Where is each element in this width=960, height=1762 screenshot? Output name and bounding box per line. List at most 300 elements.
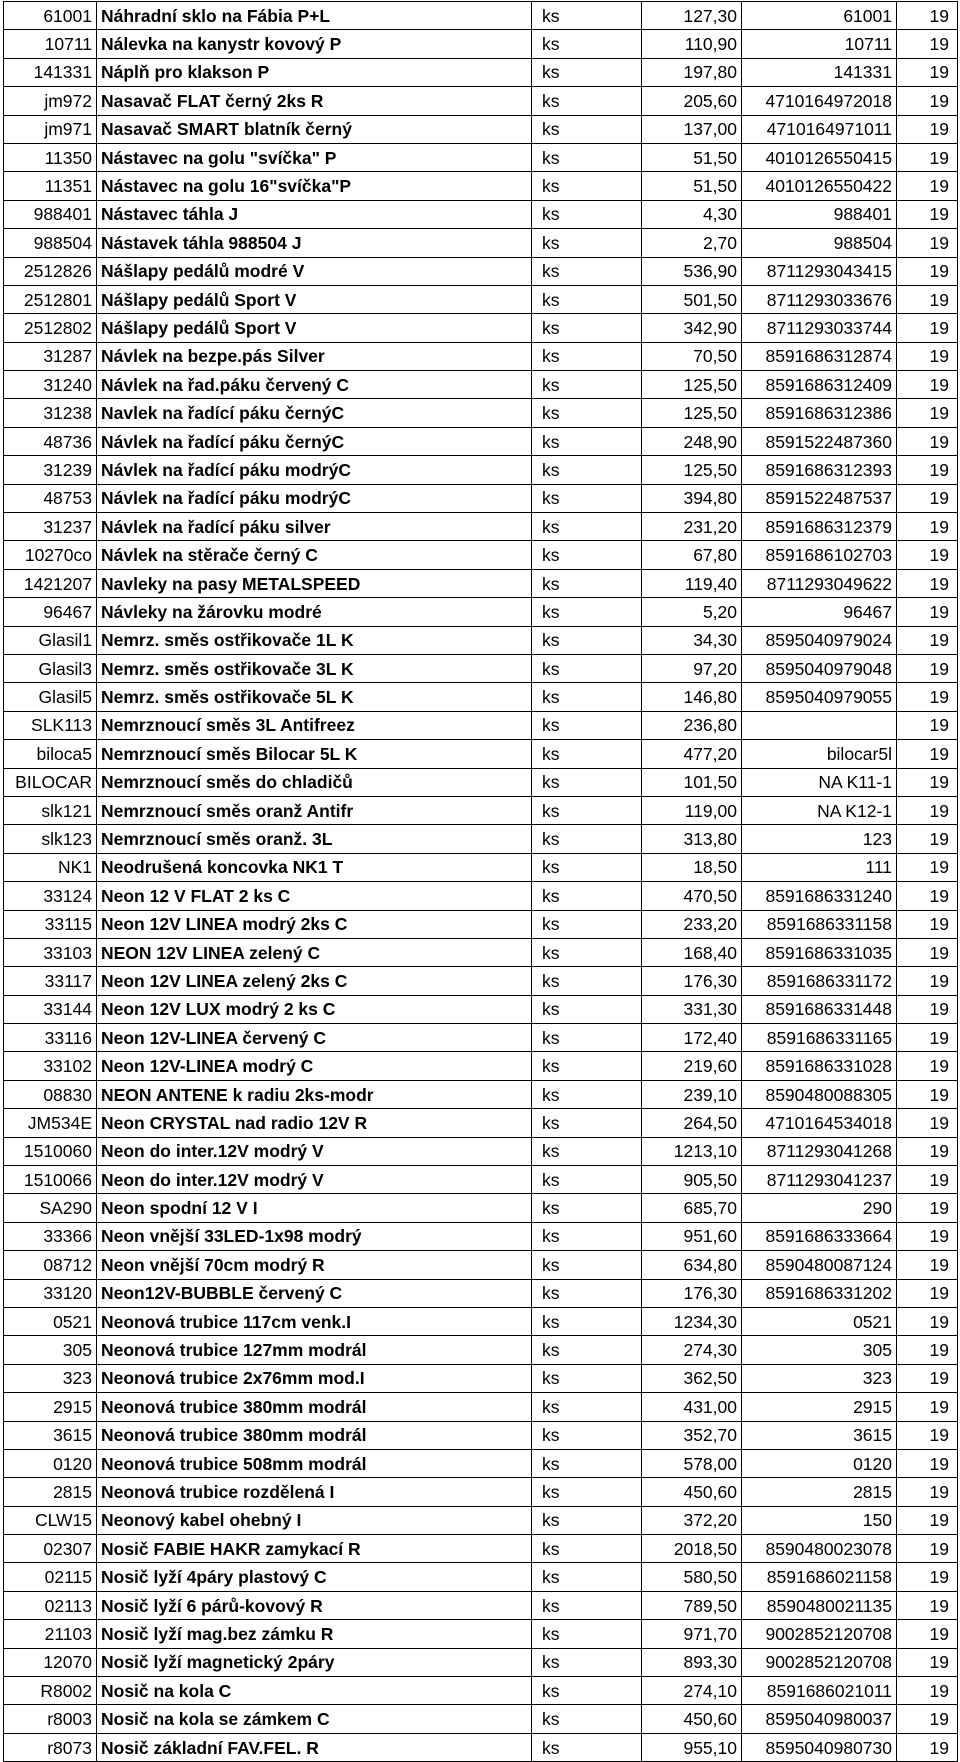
- price-cell: 578,00: [642, 1449, 742, 1477]
- ean-cell: 8711293043415: [742, 257, 897, 285]
- product-code-cell: slk123: [4, 825, 97, 853]
- price-list-table: [3, 1, 958, 1762]
- table-row: [4, 654, 958, 682]
- unit-cell: ks: [532, 314, 642, 342]
- table-row: [4, 853, 958, 881]
- unit-cell: ks: [532, 172, 642, 200]
- price-cell: 501,50: [642, 285, 742, 313]
- vat-rate-cell: 19: [897, 1194, 958, 1222]
- ean-cell: 8591686312409: [742, 371, 897, 399]
- vat-rate-cell: 19: [897, 1364, 958, 1392]
- ean-cell: 8711293033676: [742, 285, 897, 313]
- product-code-cell: 0120: [4, 1449, 97, 1477]
- ean-cell: 8595040979055: [742, 683, 897, 711]
- price-cell: 2,70: [642, 229, 742, 257]
- product-code-cell: 0521: [4, 1307, 97, 1335]
- product-code-cell: 10711: [4, 30, 97, 58]
- table-row: [4, 995, 958, 1023]
- table-row: [4, 1449, 958, 1477]
- product-code-cell: R8002: [4, 1677, 97, 1705]
- table-row: [4, 87, 958, 115]
- table-row: [4, 1733, 958, 1761]
- ean-cell: 8591686312393: [742, 456, 897, 484]
- product-name-cell: Nástavec táhla J: [97, 200, 532, 228]
- product-name-cell: Neon spodní 12 V I: [97, 1194, 532, 1222]
- vat-rate-cell: 19: [897, 87, 958, 115]
- product-name-cell: Neon 12V LINEA zelený 2ks C: [97, 967, 532, 995]
- price-cell: 5,20: [642, 598, 742, 626]
- product-name-cell: Nosič základní FAV.FEL. R: [97, 1733, 532, 1761]
- unit-cell: ks: [532, 456, 642, 484]
- product-code-cell: SLK113: [4, 711, 97, 739]
- product-code-cell: 31238: [4, 399, 97, 427]
- vat-rate-cell: 19: [897, 513, 958, 541]
- product-code-cell: 61001: [4, 2, 97, 30]
- table-row: [4, 1336, 958, 1364]
- price-cell: 951,60: [642, 1222, 742, 1250]
- price-cell: 450,60: [642, 1705, 742, 1733]
- table-row: [4, 1591, 958, 1619]
- ean-cell: 8591686331172: [742, 967, 897, 995]
- ean-cell: 4010126550415: [742, 143, 897, 171]
- vat-rate-cell: 19: [897, 1705, 958, 1733]
- price-cell: 274,30: [642, 1336, 742, 1364]
- price-cell: 51,50: [642, 172, 742, 200]
- price-cell: 971,70: [642, 1620, 742, 1648]
- unit-cell: ks: [532, 1535, 642, 1563]
- unit-cell: ks: [532, 484, 642, 512]
- table-row: [4, 882, 958, 910]
- price-cell: 67,80: [642, 541, 742, 569]
- vat-rate-cell: 19: [897, 1109, 958, 1137]
- vat-rate-cell: 19: [897, 882, 958, 910]
- unit-cell: ks: [532, 541, 642, 569]
- ean-cell: 8591686021011: [742, 1677, 897, 1705]
- product-code-cell: 141331: [4, 58, 97, 86]
- vat-rate-cell: 19: [897, 229, 958, 257]
- product-name-cell: Neonová trubice rozdělená I: [97, 1478, 532, 1506]
- table-row: [4, 1279, 958, 1307]
- ean-cell: 8591522487360: [742, 427, 897, 455]
- table-row: [4, 1421, 958, 1449]
- ean-cell: 4010126550422: [742, 172, 897, 200]
- ean-cell: 0120: [742, 1449, 897, 1477]
- vat-rate-cell: 19: [897, 1733, 958, 1761]
- vat-rate-cell: 19: [897, 427, 958, 455]
- product-name-cell: Nástavek táhla 988504 J: [97, 229, 532, 257]
- product-code-cell: JM534E: [4, 1109, 97, 1137]
- ean-cell: 8711293041237: [742, 1166, 897, 1194]
- table-row: [4, 1222, 958, 1250]
- product-name-cell: Návlek na řadící páku modrýC: [97, 484, 532, 512]
- product-name-cell: Navlek na řadící páku černýC: [97, 399, 532, 427]
- product-code-cell: 33103: [4, 938, 97, 966]
- vat-rate-cell: 19: [897, 740, 958, 768]
- price-cell: 685,70: [642, 1194, 742, 1222]
- ean-cell: 290: [742, 1194, 897, 1222]
- vat-rate-cell: 19: [897, 484, 958, 512]
- product-code-cell: NK1: [4, 853, 97, 881]
- price-cell: 34,30: [642, 626, 742, 654]
- product-code-cell: 02307: [4, 1535, 97, 1563]
- vat-rate-cell: 19: [897, 143, 958, 171]
- unit-cell: ks: [532, 200, 642, 228]
- unit-cell: ks: [532, 654, 642, 682]
- vat-rate-cell: 19: [897, 285, 958, 313]
- table-row: [4, 541, 958, 569]
- table-row: [4, 2, 958, 30]
- ean-cell: 988401: [742, 200, 897, 228]
- vat-rate-cell: 19: [897, 342, 958, 370]
- vat-rate-cell: 19: [897, 683, 958, 711]
- table-row: [4, 825, 958, 853]
- price-cell: 580,50: [642, 1563, 742, 1591]
- price-cell: 905,50: [642, 1166, 742, 1194]
- table-row: [4, 399, 958, 427]
- table-row: [4, 58, 958, 86]
- product-name-cell: Nástavec na golu "svíčka" P: [97, 143, 532, 171]
- vat-rate-cell: 19: [897, 399, 958, 427]
- product-name-cell: Navleky na pasy METALSPEED: [97, 569, 532, 597]
- ean-cell: 988504: [742, 229, 897, 257]
- ean-cell: 8591686331202: [742, 1279, 897, 1307]
- ean-cell: 8711293049622: [742, 569, 897, 597]
- vat-rate-cell: 19: [897, 30, 958, 58]
- unit-cell: ks: [532, 740, 642, 768]
- table-row: [4, 285, 958, 313]
- product-name-cell: Nosič lyží 4páry plastový C: [97, 1563, 532, 1591]
- ean-cell: 8591686331448: [742, 995, 897, 1023]
- price-cell: 110,90: [642, 30, 742, 58]
- unit-cell: ks: [532, 143, 642, 171]
- unit-cell: ks: [532, 1393, 642, 1421]
- product-code-cell: 33117: [4, 967, 97, 995]
- table-row: [4, 1677, 958, 1705]
- vat-rate-cell: 19: [897, 598, 958, 626]
- unit-cell: ks: [532, 1024, 642, 1052]
- table-row: [4, 1364, 958, 1392]
- ean-cell: 8590480088305: [742, 1080, 897, 1108]
- product-name-cell: Nášlapy pedálů Sport V: [97, 285, 532, 313]
- price-cell: 239,10: [642, 1080, 742, 1108]
- ean-cell: 8595040979024: [742, 626, 897, 654]
- product-code-cell: CLW15: [4, 1506, 97, 1534]
- product-code-cell: Glasil1: [4, 626, 97, 654]
- product-name-cell: Nástavec na golu 16"svíčka"P: [97, 172, 532, 200]
- unit-cell: ks: [532, 2, 642, 30]
- ean-cell: 8591686312874: [742, 342, 897, 370]
- table-row: [4, 371, 958, 399]
- product-code-cell: r8073: [4, 1733, 97, 1761]
- product-name-cell: Nemrznoucí směs do chladičů: [97, 768, 532, 796]
- product-name-cell: NEON 12V LINEA zelený C: [97, 938, 532, 966]
- product-code-cell: 323: [4, 1364, 97, 1392]
- ean-cell: 141331: [742, 58, 897, 86]
- product-name-cell: Nosič lyží mag.bez zámku R: [97, 1620, 532, 1648]
- unit-cell: ks: [532, 1591, 642, 1619]
- ean-cell: 9002852120708: [742, 1648, 897, 1676]
- unit-cell: ks: [532, 1478, 642, 1506]
- product-name-cell: Neon do inter.12V modrý V: [97, 1137, 532, 1165]
- product-code-cell: 96467: [4, 598, 97, 626]
- vat-rate-cell: 19: [897, 1080, 958, 1108]
- vat-rate-cell: 19: [897, 1421, 958, 1449]
- price-cell: 97,20: [642, 654, 742, 682]
- vat-rate-cell: 19: [897, 654, 958, 682]
- table-row: [4, 569, 958, 597]
- product-code-cell: 1421207: [4, 569, 97, 597]
- vat-rate-cell: 19: [897, 1222, 958, 1250]
- product-name-cell: Neon 12V LUX modrý 2 ks C: [97, 995, 532, 1023]
- table-row: [4, 30, 958, 58]
- product-code-cell: 33124: [4, 882, 97, 910]
- product-code-cell: r8003: [4, 1705, 97, 1733]
- product-name-cell: Neon 12V-LINEA modrý C: [97, 1052, 532, 1080]
- product-code-cell: 31239: [4, 456, 97, 484]
- table-row: [4, 1478, 958, 1506]
- product-name-cell: Návleky na žárovku modré: [97, 598, 532, 626]
- vat-rate-cell: 19: [897, 200, 958, 228]
- vat-rate-cell: 19: [897, 1449, 958, 1477]
- price-cell: 362,50: [642, 1364, 742, 1392]
- unit-cell: ks: [532, 1336, 642, 1364]
- unit-cell: ks: [532, 115, 642, 143]
- ean-cell: 8591686331240: [742, 882, 897, 910]
- product-name-cell: Nosič FABIE HAKR zamykací R: [97, 1535, 532, 1563]
- product-code-cell: slk121: [4, 796, 97, 824]
- product-name-cell: Neon vnější 70cm modrý R: [97, 1251, 532, 1279]
- price-cell: 219,60: [642, 1052, 742, 1080]
- vat-rate-cell: 19: [897, 1648, 958, 1676]
- table-row: [4, 1080, 958, 1108]
- table-row: [4, 1024, 958, 1052]
- vat-rate-cell: 19: [897, 1166, 958, 1194]
- ean-cell: 8591686021158: [742, 1563, 897, 1591]
- table-row: [4, 1506, 958, 1534]
- product-name-cell: Nasavač SMART blatník černý: [97, 115, 532, 143]
- ean-cell: 111: [742, 853, 897, 881]
- product-code-cell: jm971: [4, 115, 97, 143]
- table-row: [4, 1166, 958, 1194]
- unit-cell: ks: [532, 995, 642, 1023]
- ean-cell: 8591686331035: [742, 938, 897, 966]
- table-row: [4, 257, 958, 285]
- unit-cell: ks: [532, 285, 642, 313]
- table-row: [4, 513, 958, 541]
- unit-cell: ks: [532, 1080, 642, 1108]
- product-code-cell: jm972: [4, 87, 97, 115]
- unit-cell: ks: [532, 513, 642, 541]
- product-name-cell: Neonová trubice 127mm modrál: [97, 1336, 532, 1364]
- table-row: [4, 143, 958, 171]
- ean-cell: 323: [742, 1364, 897, 1392]
- unit-cell: ks: [532, 427, 642, 455]
- price-cell: 352,70: [642, 1421, 742, 1449]
- ean-cell: NA K11-1: [742, 768, 897, 796]
- product-name-cell: Nosič lyží magnetický 2páry: [97, 1648, 532, 1676]
- product-code-cell: 12070: [4, 1648, 97, 1676]
- table-row: [4, 172, 958, 200]
- vat-rate-cell: 19: [897, 1279, 958, 1307]
- table-row: [4, 1137, 958, 1165]
- ean-cell: 8591686331028: [742, 1052, 897, 1080]
- product-code-cell: 02115: [4, 1563, 97, 1591]
- product-code-cell: 48736: [4, 427, 97, 455]
- unit-cell: ks: [532, 257, 642, 285]
- price-cell: 101,50: [642, 768, 742, 796]
- unit-cell: ks: [532, 1705, 642, 1733]
- table-row: [4, 967, 958, 995]
- vat-rate-cell: 19: [897, 1535, 958, 1563]
- product-code-cell: 1510066: [4, 1166, 97, 1194]
- vat-rate-cell: 19: [897, 1052, 958, 1080]
- product-name-cell: Nemrznoucí směs oranž. 3L: [97, 825, 532, 853]
- unit-cell: ks: [532, 1364, 642, 1392]
- ean-cell: 8591522487537: [742, 484, 897, 512]
- product-code-cell: 11350: [4, 143, 97, 171]
- product-name-cell: Neonový kabel ohebný I: [97, 1506, 532, 1534]
- product-code-cell: 02113: [4, 1591, 97, 1619]
- price-cell: 431,00: [642, 1393, 742, 1421]
- product-name-cell: Neonová trubice 380mm modrál: [97, 1421, 532, 1449]
- vat-rate-cell: 19: [897, 456, 958, 484]
- unit-cell: ks: [532, 1222, 642, 1250]
- unit-cell: ks: [532, 1506, 642, 1534]
- vat-rate-cell: 19: [897, 825, 958, 853]
- product-code-cell: 33366: [4, 1222, 97, 1250]
- unit-cell: ks: [532, 1279, 642, 1307]
- price-cell: 4,30: [642, 200, 742, 228]
- ean-cell: 2915: [742, 1393, 897, 1421]
- price-cell: 1213,10: [642, 1137, 742, 1165]
- price-cell: 233,20: [642, 910, 742, 938]
- table-row: [4, 768, 958, 796]
- unit-cell: ks: [532, 342, 642, 370]
- unit-cell: ks: [532, 229, 642, 257]
- price-cell: 477,20: [642, 740, 742, 768]
- product-name-cell: Neon 12V LINEA modrý 2ks C: [97, 910, 532, 938]
- vat-rate-cell: 19: [897, 257, 958, 285]
- product-code-cell: 305: [4, 1336, 97, 1364]
- product-code-cell: 48753: [4, 484, 97, 512]
- unit-cell: ks: [532, 853, 642, 881]
- product-name-cell: Nálevka na kanystr kovový P: [97, 30, 532, 58]
- unit-cell: ks: [532, 1307, 642, 1335]
- product-code-cell: 08830: [4, 1080, 97, 1108]
- product-name-cell: Nášlapy pedálů modré V: [97, 257, 532, 285]
- table-row: [4, 427, 958, 455]
- price-cell: 231,20: [642, 513, 742, 541]
- vat-rate-cell: 19: [897, 314, 958, 342]
- table-row: [4, 484, 958, 512]
- vat-rate-cell: 19: [897, 1336, 958, 1364]
- ean-cell: NA K12-1: [742, 796, 897, 824]
- ean-cell: 2815: [742, 1478, 897, 1506]
- price-cell: 125,50: [642, 456, 742, 484]
- vat-rate-cell: 19: [897, 995, 958, 1023]
- product-code-cell: 33116: [4, 1024, 97, 1052]
- price-cell: 176,30: [642, 1279, 742, 1307]
- product-name-cell: Neon CRYSTAL nad radio 12V R: [97, 1109, 532, 1137]
- product-name-cell: Neon vnější 33LED-1x98 modrý: [97, 1222, 532, 1250]
- product-code-cell: 11351: [4, 172, 97, 200]
- ean-cell: 8591686102703: [742, 541, 897, 569]
- vat-rate-cell: 19: [897, 1251, 958, 1279]
- product-code-cell: 10270co: [4, 541, 97, 569]
- ean-cell: 61001: [742, 2, 897, 30]
- table-row: [4, 342, 958, 370]
- table-row: [4, 1052, 958, 1080]
- unit-cell: ks: [532, 598, 642, 626]
- product-code-cell: 33115: [4, 910, 97, 938]
- price-cell: 168,40: [642, 938, 742, 966]
- product-code-cell: 31240: [4, 371, 97, 399]
- vat-rate-cell: 19: [897, 1137, 958, 1165]
- vat-rate-cell: 19: [897, 938, 958, 966]
- product-code-cell: 33102: [4, 1052, 97, 1080]
- product-name-cell: Nemrz. směs ostřikovače 3L K: [97, 654, 532, 682]
- product-code-cell: 1510060: [4, 1137, 97, 1165]
- ean-cell: 3615: [742, 1421, 897, 1449]
- table-row: [4, 910, 958, 938]
- price-cell: 470,50: [642, 882, 742, 910]
- table-row: [4, 1393, 958, 1421]
- product-name-cell: Návlek na stěrače černý C: [97, 541, 532, 569]
- unit-cell: ks: [532, 1449, 642, 1477]
- ean-cell: 8711293033744: [742, 314, 897, 342]
- price-cell: 536,90: [642, 257, 742, 285]
- unit-cell: ks: [532, 626, 642, 654]
- product-code-cell: 988504: [4, 229, 97, 257]
- product-code-cell: 988401: [4, 200, 97, 228]
- price-cell: 176,30: [642, 967, 742, 995]
- vat-rate-cell: 19: [897, 768, 958, 796]
- product-name-cell: Neonová trubice 380mm modrál: [97, 1393, 532, 1421]
- table-row: [4, 1563, 958, 1591]
- table-row: [4, 200, 958, 228]
- ean-cell: 150: [742, 1506, 897, 1534]
- product-code-cell: Glasil5: [4, 683, 97, 711]
- ean-cell: 4710164534018: [742, 1109, 897, 1137]
- ean-cell: 8591686312386: [742, 399, 897, 427]
- product-code-cell: 31237: [4, 513, 97, 541]
- product-name-cell: Neonová trubice 2x76mm mod.I: [97, 1364, 532, 1392]
- product-code-cell: 21103: [4, 1620, 97, 1648]
- price-cell: 197,80: [642, 58, 742, 86]
- table-row: [4, 1535, 958, 1563]
- price-cell: 893,30: [642, 1648, 742, 1676]
- product-name-cell: Nemrznoucí směs oranž Antifr: [97, 796, 532, 824]
- product-code-cell: Glasil3: [4, 654, 97, 682]
- product-code-cell: 31287: [4, 342, 97, 370]
- unit-cell: ks: [532, 371, 642, 399]
- price-cell: 372,20: [642, 1506, 742, 1534]
- price-cell: 2018,50: [642, 1535, 742, 1563]
- unit-cell: ks: [532, 1733, 642, 1761]
- unit-cell: ks: [532, 1166, 642, 1194]
- ean-cell: 4710164972018: [742, 87, 897, 115]
- vat-rate-cell: 19: [897, 1563, 958, 1591]
- vat-rate-cell: 19: [897, 796, 958, 824]
- vat-rate-cell: 19: [897, 541, 958, 569]
- price-cell: 205,60: [642, 87, 742, 115]
- ean-cell: 8595040980730: [742, 1733, 897, 1761]
- ean-cell: 96467: [742, 598, 897, 626]
- price-cell: 127,30: [642, 2, 742, 30]
- table-row: [4, 740, 958, 768]
- vat-rate-cell: 19: [897, 967, 958, 995]
- unit-cell: ks: [532, 1563, 642, 1591]
